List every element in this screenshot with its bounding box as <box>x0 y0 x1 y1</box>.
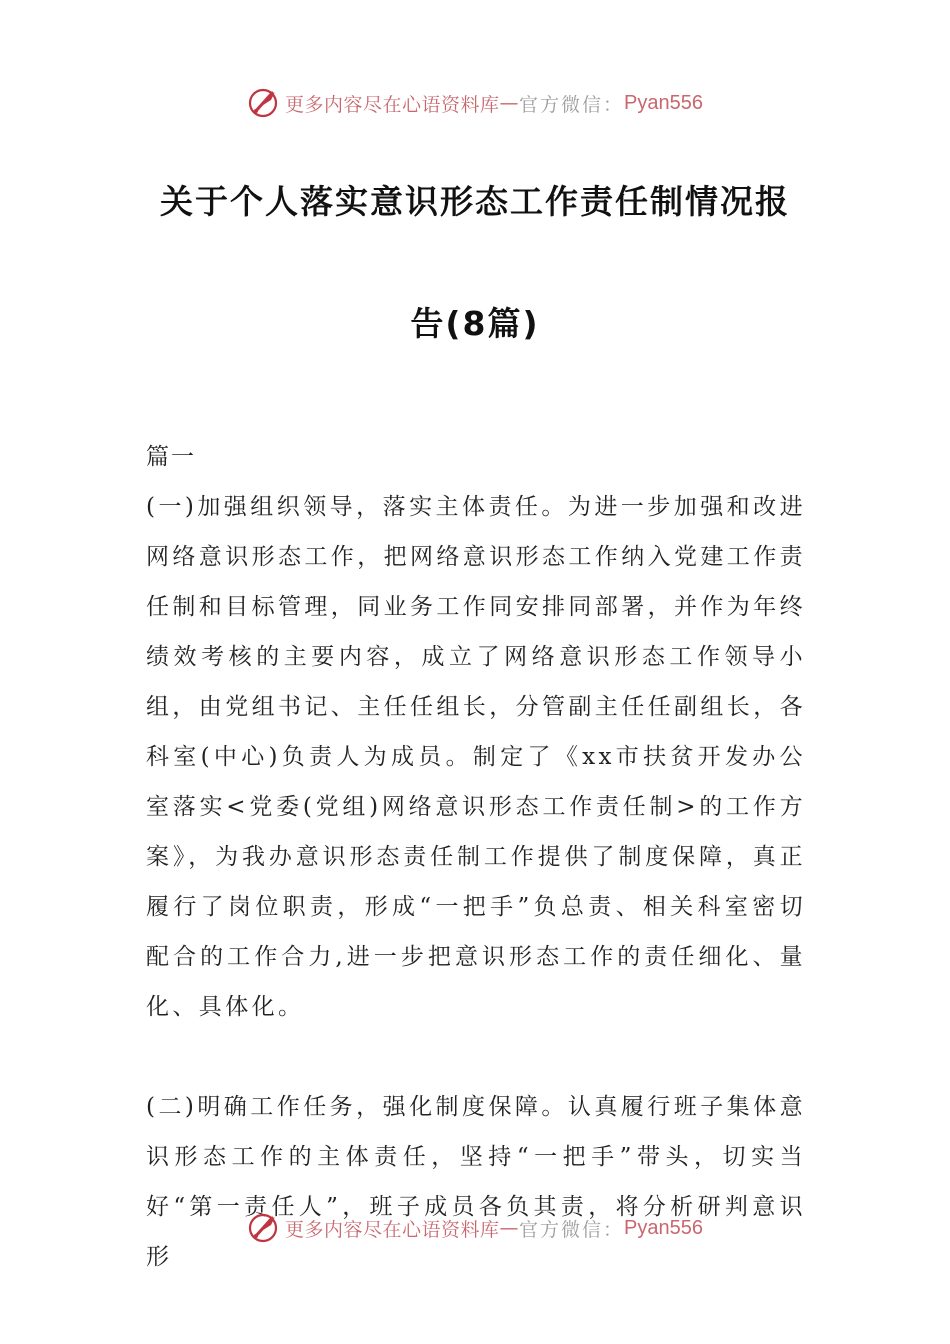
paragraph-1: (一)加强组织领导，落实主体责任。为进一步加强和改进网络意识形态工作，把网络意识形态工作纳入党建工作责任制和目标管理，同业务工作同安排同部署，并作为年终绩效考核的主要内容，成立了网络意识形态工作领导小组，由党组书记、主任任组长，分管副主任任副组长，各科室(中心)负责人为成员。制定了《xx市扶贫开发办公室落实<党委(党组)网络意识形态工作责任制>的工作方案》，为我办意识形态责任制工作提供了制度保障，真正履行了岗位职责，形成“一把手”负总责、相关科室密切配合的工作合力,进一步把意识形态工作的责任细化、量化、具体化。 <box>146 494 806 1020</box>
watermark-dash: — <box>499 1217 520 1239</box>
watermark-wechat-id: Pyan556 <box>624 91 703 114</box>
watermark-dash: — <box>499 92 520 114</box>
watermark-banner-top <box>0 83 950 123</box>
quill-logo-icon <box>247 1211 281 1245</box>
quill-logo-icon <box>247 86 281 120</box>
section-heading: 篇一 <box>146 444 196 470</box>
document-body <box>146 432 806 1282</box>
watermark-wechat-id: Pyan556 <box>624 1216 703 1239</box>
watermark-official-label: 官方微信： <box>519 93 625 116</box>
watermark-site-text: 更多内容尽在心语资料库 <box>285 93 500 116</box>
paragraph-spacer <box>146 1032 806 1082</box>
watermark-banner-bottom <box>0 1208 950 1248</box>
watermark-official-label: 官方微信： <box>519 1218 625 1241</box>
document-title-line1: 关于个人落实意识形态工作责任制情况报 <box>160 182 790 221</box>
paragraph-2: (二)明确工作任务，强化制度保障。认真履行班子集体意识形态工作的主体责任，坚持“一把手”带头，切实当好“第一责任人”，班子成员各负其责，将分析研判意识形 <box>146 1094 806 1270</box>
document-title-line2: 告(8篇) <box>410 304 540 343</box>
watermark-site-text: 更多内容尽在心语资料库 <box>285 1218 500 1241</box>
